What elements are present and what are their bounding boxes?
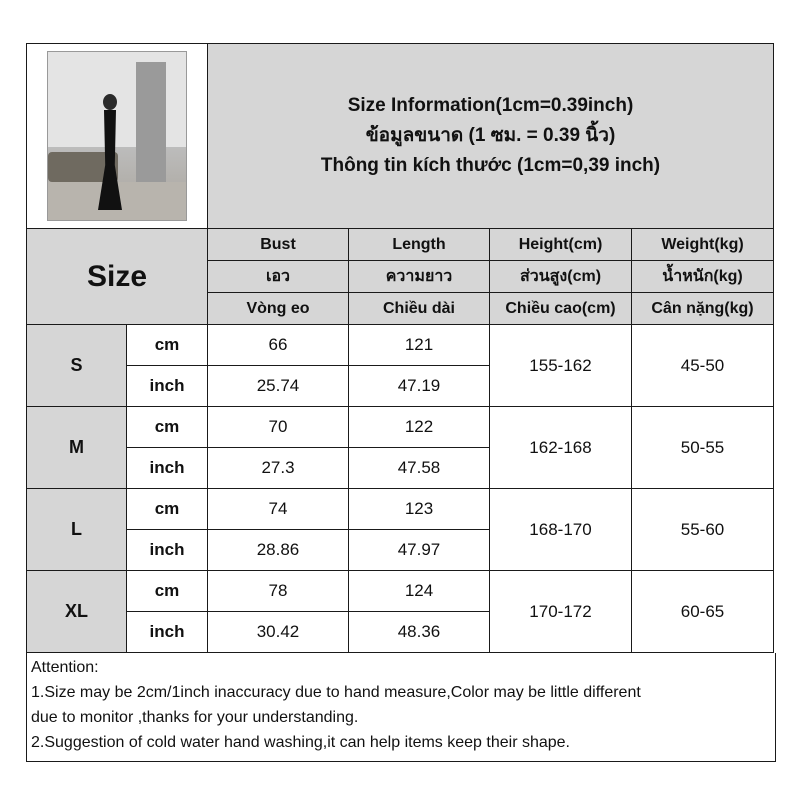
length-value: 124 <box>349 571 490 612</box>
size-table <box>26 43 774 653</box>
bust-value: 25.74 <box>208 366 349 407</box>
note-2: 2.Suggestion of cold water hand washing,it can help items keep their shape. <box>31 734 570 751</box>
col-height-vi: Chiều cao(cm) <box>490 293 632 325</box>
col-weight-vi: Cân nặng(kg) <box>632 293 774 325</box>
height-value: 168-170 <box>490 489 632 571</box>
length-value: 122 <box>349 407 490 448</box>
title-block <box>208 44 774 229</box>
title-english: Size Information(1cm=0.39inch) <box>347 95 634 116</box>
col-length-th: ความยาว <box>349 261 490 293</box>
length-value: 47.97 <box>349 530 490 571</box>
col-length-en: Length <box>349 229 490 261</box>
col-height-en: Height(cm) <box>490 229 632 261</box>
title-vietnamese: Thông tin kích thước (1cm=0,39 inch) <box>320 155 661 176</box>
table-row <box>27 325 774 366</box>
unit-cm: cm <box>127 571 208 612</box>
attention-notes <box>26 653 776 762</box>
length-value: 48.36 <box>349 612 490 653</box>
height-value: 170-172 <box>490 571 632 653</box>
size-xl: XL <box>27 571 127 653</box>
weight-value: 55-60 <box>632 489 774 571</box>
length-value: 47.58 <box>349 448 490 489</box>
col-bust-en: Bust <box>208 229 349 261</box>
size-header: Size <box>27 229 208 325</box>
unit-cm: cm <box>127 407 208 448</box>
product-photo-cell <box>27 44 208 229</box>
length-value: 47.19 <box>349 366 490 407</box>
table-row <box>27 489 774 530</box>
weight-value: 50-55 <box>632 407 774 489</box>
product-photo <box>47 51 187 221</box>
col-height-th: ส่วนสูง(cm) <box>490 261 632 293</box>
bust-value: 66 <box>208 325 349 366</box>
col-weight-th: น้ำหนัก(kg) <box>632 261 774 293</box>
unit-inch: inch <box>127 530 208 571</box>
size-m: M <box>27 407 127 489</box>
size-l: L <box>27 489 127 571</box>
height-value: 162-168 <box>490 407 632 489</box>
title-thai: ข้อมูลขนาด (1 ซม. = 0.39 นิ้ว) <box>365 125 616 146</box>
bust-value: 74 <box>208 489 349 530</box>
weight-value: 45-50 <box>632 325 774 407</box>
col-bust-vi: Vòng eo <box>208 293 349 325</box>
unit-inch: inch <box>127 612 208 653</box>
unit-inch: inch <box>127 366 208 407</box>
note-1b: due to monitor ,thanks for your understanding. <box>31 709 359 726</box>
unit-inch: inch <box>127 448 208 489</box>
bust-value: 28.86 <box>208 530 349 571</box>
length-value: 121 <box>349 325 490 366</box>
bust-value: 78 <box>208 571 349 612</box>
bust-value: 27.3 <box>208 448 349 489</box>
unit-cm: cm <box>127 325 208 366</box>
notes-heading: Attention: <box>31 659 99 676</box>
length-value: 123 <box>349 489 490 530</box>
size-s: S <box>27 325 127 407</box>
table-row <box>27 407 774 448</box>
bust-value: 30.42 <box>208 612 349 653</box>
bust-value: 70 <box>208 407 349 448</box>
col-weight-en: Weight(kg) <box>632 229 774 261</box>
col-length-vi: Chiều dài <box>349 293 490 325</box>
col-bust-th: เอว <box>208 261 349 293</box>
note-1a: 1.Size may be 2cm/1inch inaccuracy due to hand measure,Color may be little different <box>31 684 641 701</box>
height-value: 155-162 <box>490 325 632 407</box>
unit-cm: cm <box>127 489 208 530</box>
table-row <box>27 571 774 612</box>
size-chart <box>26 43 773 762</box>
weight-value: 60-65 <box>632 571 774 653</box>
